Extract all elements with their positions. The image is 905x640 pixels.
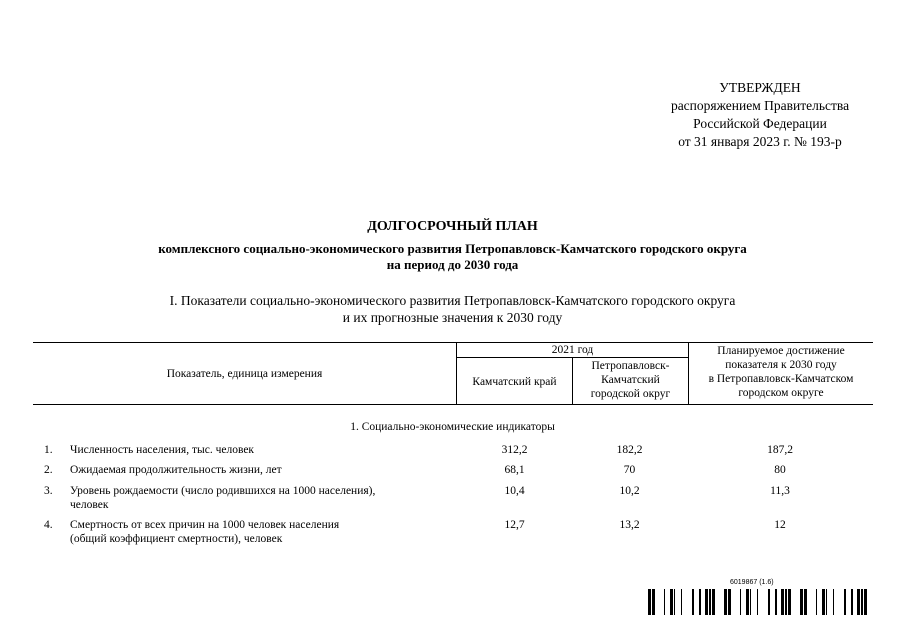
row-value-krai: 12,7 (504, 519, 525, 531)
row-value-krai: 312,2 (501, 444, 528, 456)
header-plan-line-2: показателя к 2030 году (725, 359, 837, 371)
row-indicator (70, 484, 430, 512)
header-plan-line-4: городском округе (738, 387, 824, 399)
section-heading-line-2: и их прогнозные значения к 2030 году (342, 310, 563, 325)
approval-block (640, 79, 880, 151)
subtitle-line-2: на период до 2030 года (386, 257, 519, 272)
row-value-krai: 10,4 (504, 485, 525, 497)
row-indicator-line-1: Ожидаемая продолжительность жизни, лет (70, 464, 282, 476)
row-indicator-line-2: человек (70, 499, 109, 511)
header-plan (689, 344, 873, 400)
header-krai: Камчатский край (472, 376, 557, 388)
row-indicator-line-1: Численность населения, тыс. человек (70, 444, 255, 456)
header-city-line-2: Камчатский (601, 374, 660, 386)
row-number: 3. (44, 485, 53, 497)
section-heading (0, 292, 905, 326)
row-indicator (70, 518, 430, 546)
section-heading-line-1: I. Показатели социально-экономического развития Петропавловск-Камчатского городского округа (169, 293, 736, 308)
row-value-plan: 80 (774, 464, 786, 476)
table-header-bottom-border (33, 404, 873, 405)
row-indicator (70, 463, 430, 477)
header-indicator: Показатель, единица измерения (166, 368, 323, 380)
header-year: 2021 год (551, 344, 594, 356)
table-top-border (33, 342, 873, 343)
header-city-line-1: Петропавловск- (591, 360, 670, 372)
document-title: ДОЛГОСРОЧНЫЙ ПЛАН (367, 219, 538, 234)
row-value-plan: 12 (774, 519, 786, 531)
approval-authority: распоряжением Правительства (670, 98, 850, 113)
barcode-number: 6019867 (1.6) (730, 579, 774, 586)
row-indicator-line-2: (общий коэффициент смертности), человек (70, 533, 283, 545)
row-indicator-line-1: Смертность от всех причин на 1000 человек населения (70, 519, 340, 531)
approval-title: УТВЕРЖДЕН (719, 80, 801, 95)
row-value-city: 10,2 (619, 485, 640, 497)
row-value-city: 182,2 (616, 444, 643, 456)
row-value-city: 70 (623, 464, 636, 476)
approval-country: Российской Федерации (693, 116, 827, 131)
table-group-title: 1. Социально-экономические индикаторы (350, 421, 555, 433)
row-indicator-line-1: Уровень рождаемости (число родившихся на 1000 населения), (70, 485, 376, 497)
barcode-icon (648, 589, 878, 615)
document-subtitle (0, 241, 905, 273)
row-number: 4. (44, 519, 53, 531)
row-value-plan: 187,2 (767, 444, 793, 456)
header-plan-line-3: в Петропавловск-Камчатском (708, 373, 854, 385)
header-city-line-3: городской округ (590, 388, 671, 400)
header-city (573, 359, 688, 401)
row-indicator (70, 443, 430, 457)
approval-date: от 31 января 2023 г. № 193-р (678, 134, 842, 149)
row-number: 1. (44, 444, 53, 456)
row-value-krai: 68,1 (504, 464, 525, 476)
header-plan-line-1: Планируемое достижение (717, 345, 845, 357)
row-value-plan: 11,3 (770, 485, 790, 497)
row-number: 2. (44, 464, 53, 476)
row-value-city: 13,2 (619, 519, 640, 531)
subtitle-line-1: комплексного социально-экономического развития Петропавловск-Камчатского городского округа (158, 241, 747, 256)
